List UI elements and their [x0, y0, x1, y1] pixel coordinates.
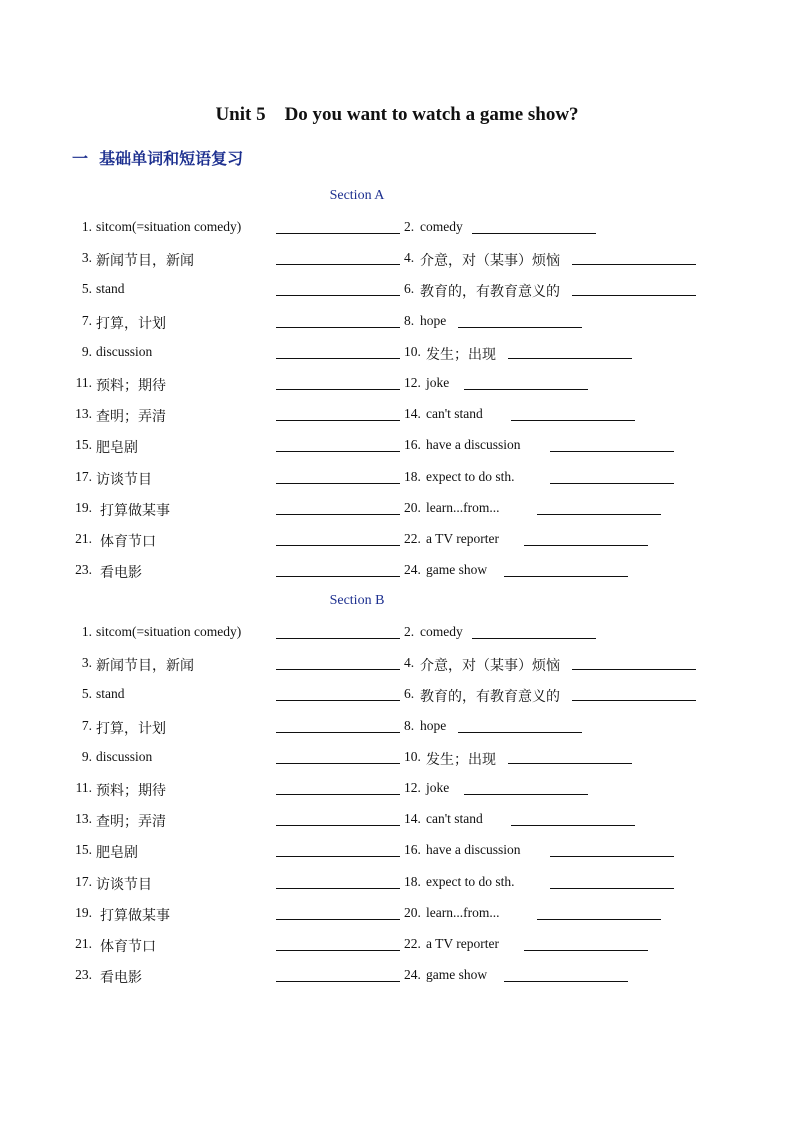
vocab-prompt: 肥皂剧 — [96, 845, 138, 862]
vocab-prompt: 查明；弄清 — [96, 814, 166, 831]
vocab-prompt: 教育的，有教育意义的 — [420, 284, 560, 301]
vocab-prompt: have a discussion — [426, 842, 521, 858]
vocab-row — [70, 749, 710, 771]
vocab-row — [70, 905, 710, 927]
item-number: 23. — [75, 562, 92, 578]
vocab-row — [70, 406, 710, 428]
item-number: 19. — [75, 499, 92, 515]
vocab-row — [70, 219, 710, 241]
item-number: 2. — [404, 624, 415, 639]
item-number: 12. — [404, 780, 421, 795]
answer-blank[interactable] — [276, 358, 400, 359]
vocab-prompt: joke — [426, 375, 450, 390]
vocab-row — [70, 531, 710, 553]
vocab-prompt: 打算做某事 — [100, 907, 170, 924]
vocab-prompt: 介意，对（某事）烦恼 — [420, 658, 560, 675]
item-number: 10. — [404, 748, 421, 764]
answer-blank[interactable] — [508, 763, 632, 764]
answer-blank[interactable] — [572, 264, 696, 265]
vocab-row — [70, 500, 710, 522]
answer-blank[interactable] — [511, 420, 635, 421]
answer-blank[interactable] — [464, 389, 588, 390]
answer-blank[interactable] — [276, 981, 400, 982]
vocab-prompt: have a discussion — [426, 437, 521, 453]
item-number: 22. — [404, 531, 421, 546]
item-number: 4. — [404, 655, 415, 671]
item-number: 24. — [404, 967, 421, 983]
part-heading: 一 基础单词和短语复习 — [72, 149, 244, 168]
vocab-prompt: hope — [420, 717, 447, 733]
vocab-prompt: learn...from... — [426, 499, 500, 515]
item-number: 20. — [404, 499, 421, 515]
answer-blank[interactable] — [524, 950, 648, 951]
vocab-prompt: 新闻节目，新闻 — [96, 658, 194, 675]
answer-blank[interactable] — [276, 763, 400, 764]
answer-blank[interactable] — [276, 327, 400, 328]
answer-blank[interactable] — [276, 389, 400, 390]
answer-blank[interactable] — [276, 451, 400, 452]
item-number: 5. — [81, 686, 92, 702]
item-number: 16. — [404, 842, 421, 858]
answer-blank[interactable] — [504, 576, 628, 577]
vocab-prompt: 访谈节目 — [96, 876, 152, 893]
answer-blank[interactable] — [550, 856, 674, 857]
answer-blank[interactable] — [276, 732, 400, 733]
vocab-row — [70, 313, 710, 335]
answer-blank[interactable] — [276, 420, 400, 421]
item-number: 18. — [404, 873, 421, 889]
vocab-prompt: sitcom(=situation comedy) — [96, 219, 242, 234]
item-number: 5. — [81, 281, 92, 297]
item-number: 7. — [81, 312, 92, 328]
vocab-row — [70, 344, 710, 366]
section-title: Section B — [329, 593, 385, 608]
answer-blank[interactable] — [276, 700, 400, 701]
vocab-prompt: comedy — [420, 219, 463, 234]
item-number: 13. — [75, 811, 92, 827]
item-number: 9. — [81, 748, 92, 764]
vocab-prompt: 体育节口 — [100, 534, 156, 550]
item-number: 13. — [75, 406, 92, 422]
item-number: 21. — [75, 936, 92, 951]
vocab-prompt: 肥皂剧 — [96, 440, 138, 457]
page-title: Unit 5 Do you want to watch a game show? — [215, 104, 579, 125]
vocab-row — [70, 936, 710, 958]
vocab-prompt: expect to do sth. — [426, 873, 515, 889]
vocab-row — [70, 718, 710, 740]
vocab-prompt: game show — [426, 562, 488, 578]
item-number: 12. — [404, 375, 421, 390]
vocab-prompt: discussion — [96, 748, 153, 764]
vocab-row — [70, 250, 710, 272]
vocab-prompt: comedy — [420, 624, 463, 639]
vocab-row — [70, 437, 710, 459]
vocab-row — [70, 624, 710, 646]
vocab-prompt: game show — [426, 967, 488, 983]
answer-blank[interactable] — [276, 794, 400, 795]
vocab-prompt: joke — [426, 780, 450, 795]
item-number: 4. — [404, 250, 415, 266]
vocab-prompt: a TV reporter — [426, 936, 499, 951]
answer-blank[interactable] — [550, 451, 674, 452]
answer-blank[interactable] — [511, 825, 635, 826]
answer-blank[interactable] — [508, 358, 632, 359]
vocab-prompt: 发生；出现 — [426, 346, 496, 363]
item-number: 19. — [75, 904, 92, 920]
answer-blank[interactable] — [464, 794, 588, 795]
answer-blank[interactable] — [537, 514, 661, 515]
vocab-prompt: 介意，对（某事）烦恼 — [420, 253, 560, 270]
item-number: 20. — [404, 904, 421, 920]
answer-blank[interactable] — [276, 638, 400, 639]
item-number: 14. — [404, 811, 421, 827]
answer-blank[interactable] — [472, 638, 596, 639]
item-number: 23. — [75, 967, 92, 983]
item-number: 1. — [81, 219, 92, 234]
vocab-row — [70, 967, 710, 989]
vocab-row — [70, 686, 710, 708]
answer-blank[interactable] — [550, 888, 674, 889]
item-number: 11. — [75, 375, 92, 390]
item-number: 14. — [404, 406, 421, 422]
item-number: 21. — [75, 531, 92, 546]
item-number: 9. — [81, 343, 92, 359]
vocab-prompt: 预料；期待 — [96, 783, 166, 799]
answer-blank[interactable] — [472, 233, 596, 234]
item-number: 15. — [75, 842, 92, 858]
item-number: 6. — [404, 281, 415, 297]
vocab-prompt: 打算，计划 — [96, 720, 166, 737]
answer-blank[interactable] — [524, 545, 648, 546]
section-title: Section A — [329, 188, 385, 203]
vocab-row — [70, 811, 710, 833]
answer-blank[interactable] — [276, 950, 400, 951]
item-number: 6. — [404, 686, 415, 702]
vocab-prompt: 看电影 — [100, 970, 142, 987]
answer-blank[interactable] — [276, 264, 400, 265]
answer-blank[interactable] — [276, 856, 400, 857]
vocab-prompt: learn...from... — [426, 904, 500, 920]
vocab-prompt: sitcom(=situation comedy) — [96, 624, 242, 639]
vocab-prompt: can't stand — [426, 406, 483, 422]
item-number: 3. — [81, 250, 92, 266]
vocab-prompt: 发生；出现 — [426, 751, 496, 768]
answer-blank[interactable] — [276, 233, 400, 234]
answer-blank[interactable] — [572, 669, 696, 670]
answer-blank[interactable] — [537, 919, 661, 920]
item-number: 18. — [404, 468, 421, 484]
item-number: 22. — [404, 936, 421, 951]
vocab-prompt: a TV reporter — [426, 531, 499, 546]
answer-blank[interactable] — [458, 327, 582, 328]
item-number: 10. — [404, 343, 421, 359]
vocab-prompt: 看电影 — [100, 565, 142, 582]
answer-blank[interactable] — [572, 700, 696, 701]
vocab-row — [70, 655, 710, 677]
item-number: 11. — [75, 780, 92, 795]
item-number: 24. — [404, 562, 421, 578]
vocab-row — [70, 375, 710, 397]
vocab-prompt: 打算做某事 — [100, 502, 170, 519]
item-number: 7. — [81, 717, 92, 733]
answer-blank[interactable] — [276, 576, 400, 577]
item-number: 2. — [404, 219, 415, 234]
answer-blank[interactable] — [276, 545, 400, 546]
vocab-prompt: 访谈节目 — [96, 471, 152, 488]
vocab-row — [70, 780, 710, 802]
vocab-row — [70, 874, 710, 896]
vocab-prompt: hope — [420, 312, 447, 328]
item-number: 1. — [81, 624, 92, 639]
vocab-prompt: expect to do sth. — [426, 468, 515, 484]
vocab-prompt: stand — [96, 281, 125, 297]
vocab-prompt: 打算，计划 — [96, 315, 166, 332]
answer-blank[interactable] — [550, 483, 674, 484]
answer-blank[interactable] — [504, 981, 628, 982]
item-number: 8. — [404, 717, 415, 733]
vocab-row — [70, 281, 710, 303]
answer-blank[interactable] — [276, 669, 400, 670]
vocab-row — [70, 469, 710, 491]
item-number: 17. — [75, 873, 92, 889]
vocab-prompt: 新闻节目，新闻 — [96, 253, 194, 270]
item-number: 3. — [81, 655, 92, 671]
vocab-prompt: 查明；弄清 — [96, 409, 166, 426]
vocab-prompt: 预料；期待 — [96, 378, 166, 394]
answer-blank[interactable] — [276, 825, 400, 826]
vocab-prompt: can't stand — [426, 811, 483, 827]
vocab-prompt: 体育节口 — [100, 939, 156, 955]
vocab-prompt: 教育的，有教育意义的 — [420, 689, 560, 706]
item-number: 15. — [75, 437, 92, 453]
item-number: 17. — [75, 468, 92, 484]
answer-blank[interactable] — [458, 732, 582, 733]
vocab-row — [70, 562, 710, 584]
item-number: 8. — [404, 312, 415, 328]
answer-blank[interactable] — [276, 919, 400, 920]
vocab-prompt: discussion — [96, 343, 153, 359]
answer-blank[interactable] — [276, 514, 400, 515]
answer-blank[interactable] — [572, 295, 696, 296]
vocab-prompt: stand — [96, 686, 125, 702]
vocab-row — [70, 842, 710, 864]
item-number: 16. — [404, 437, 421, 453]
answer-blank[interactable] — [276, 295, 400, 296]
answer-blank[interactable] — [276, 888, 400, 889]
answer-blank[interactable] — [276, 483, 400, 484]
